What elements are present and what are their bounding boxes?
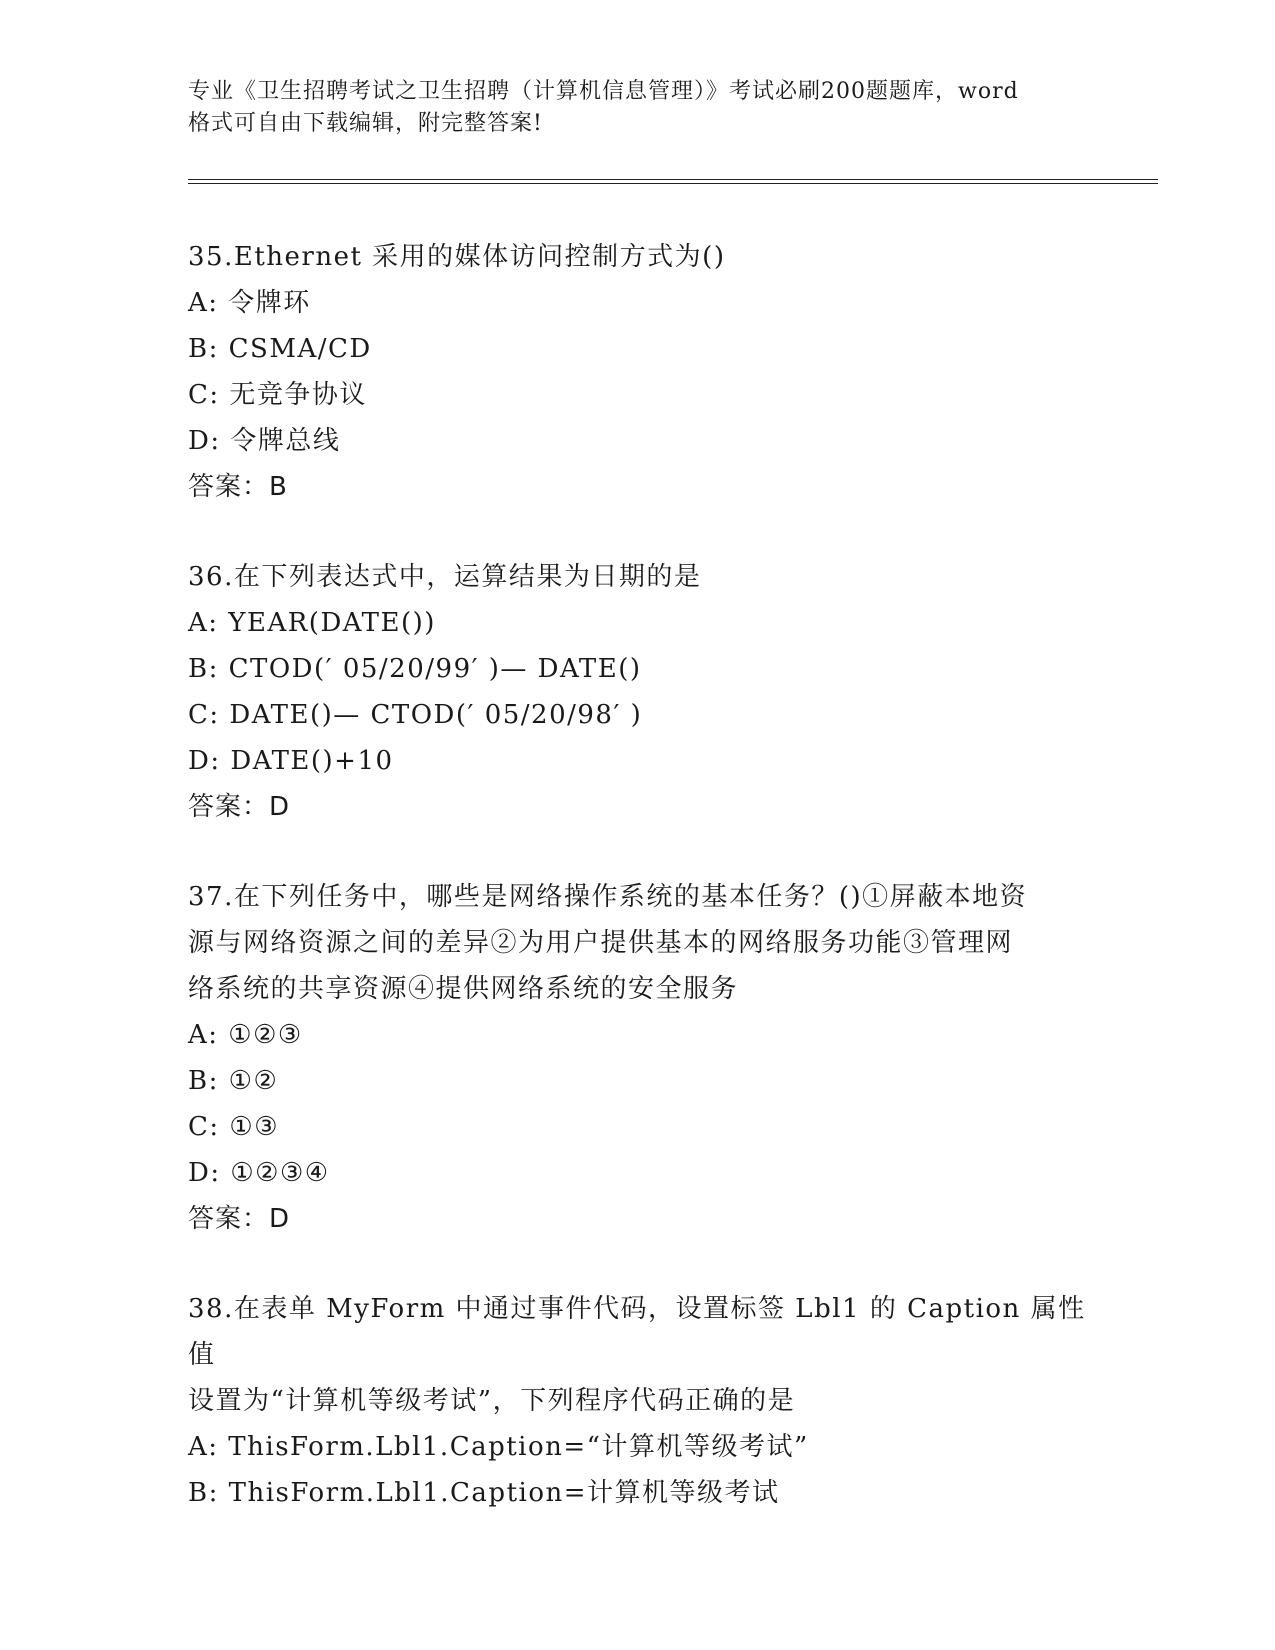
document-header xyxy=(188,76,1088,140)
answer-label: 答案：B xyxy=(188,472,288,502)
header-divider-bottom xyxy=(188,183,1158,184)
question-stem-line-1: 38.在表单 MyForm 中通过事件代码，设置标签 Lbl1 的 Caption 属性值 xyxy=(188,1294,1086,1370)
question-stem: 36.在下列表达式中，运算结果为日期的是 xyxy=(188,562,702,592)
question-37 xyxy=(188,874,1088,1242)
header-intro-line-1: 专业《卫生招聘考试之卫生招聘（计算机信息管理）》考试必刷200题题库，word xyxy=(188,79,1019,104)
question-stem-line-2: 设置为“计算机等级考试”，下列程序代码正确的是 xyxy=(188,1386,796,1416)
option-a: A: ThisForm.Lbl1.Caption=“计算机等级考试” xyxy=(188,1432,809,1462)
question-stem-line-2: 源与网络资源之间的差异②为用户提供基本的网络服务功能③管理网 xyxy=(188,928,1014,958)
answer-label: 答案：D xyxy=(188,792,291,822)
question-38 xyxy=(188,1286,1088,1516)
question-stem: 35.Ethernet 采用的媒体访问控制方式为() xyxy=(188,242,726,272)
option-c: C: ①③ xyxy=(188,1112,280,1142)
option-d: D: ①②③④ xyxy=(188,1158,330,1188)
question-35 xyxy=(188,234,1088,510)
option-c: C: 无竞争协议 xyxy=(188,380,367,410)
option-a: A: 令牌环 xyxy=(188,288,311,318)
option-b: B: CTOD(′ 05/20/99′ )— DATE() xyxy=(188,654,642,684)
option-d: D: DATE()+10 xyxy=(188,746,394,776)
option-a: A: YEAR(DATE()) xyxy=(188,608,436,638)
option-b: B: CSMA/CD xyxy=(188,334,372,364)
option-d: D: 令牌总线 xyxy=(188,426,341,456)
header-intro-line-2: 格式可自由下载编辑，附完整答案! xyxy=(188,111,543,136)
option-c: C: DATE()— CTOD(′ 05/20/98′ ) xyxy=(188,700,643,730)
question-36 xyxy=(188,554,1088,830)
question-stem-line-1: 37.在下列任务中，哪些是网络操作系统的基本任务？()①屏蔽本地资 xyxy=(188,882,1028,912)
option-a: A: ①②③ xyxy=(188,1020,303,1050)
option-b: B: ①② xyxy=(188,1066,279,1096)
option-b: B: ThisForm.Lbl1.Caption=计算机等级考试 xyxy=(188,1478,780,1508)
question-stem-line-3: 络系统的共享资源④提供网络系统的安全服务 xyxy=(188,974,739,1004)
header-divider-top xyxy=(188,179,1158,180)
answer-label: 答案：D xyxy=(188,1204,291,1234)
